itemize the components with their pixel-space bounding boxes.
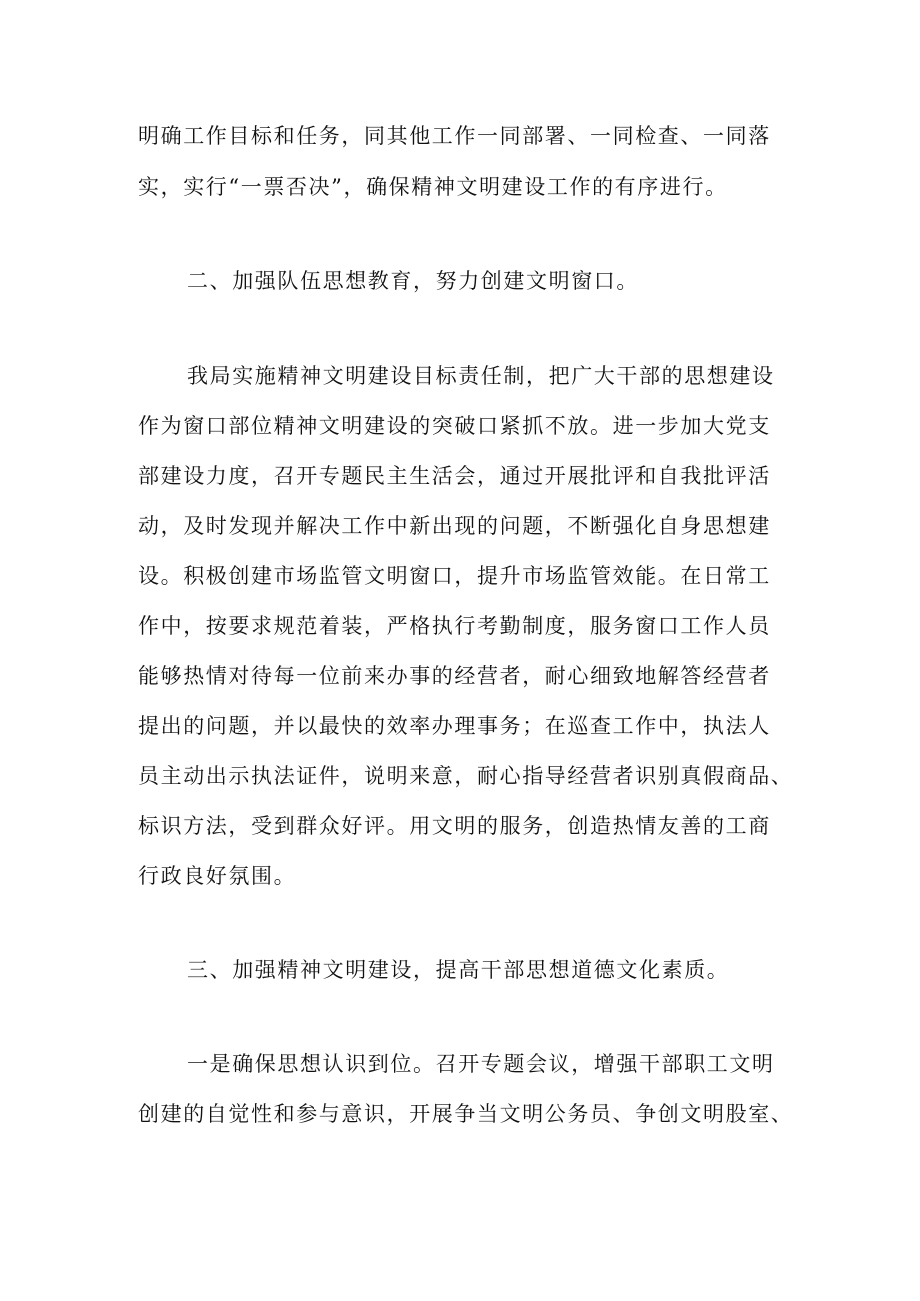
paragraph-line: 我局实施精神文明建设目标责任制，把广大干部的思想建设 — [187, 364, 775, 388]
paragraph-line: 创建的自觉性和参与意识，开展争当文明公务员、争创文明股室、 — [138, 1102, 794, 1126]
paragraph-line: 员主动出示执法证件，说明来意，耐心指导经营者识别真假商品、 — [138, 764, 794, 788]
paragraph-line: 部建设力度，召开专题民主生活会，通过开展批评和自我批评活 — [138, 464, 771, 488]
paragraph-line: 动，及时发现并解决工作中新出现的问题，不断强化自身思想建 — [138, 514, 771, 538]
paragraph-line: 一是确保思想认识到位。召开专题会议，增强干部职工文明 — [187, 1052, 775, 1076]
section-heading: 三、加强精神文明建设，提高干部思想道德文化素质。 — [187, 958, 730, 982]
paragraph-line: 行政良好氛围。 — [138, 864, 297, 888]
paragraph-line: 实，实行“一票否决”，确保精神文明建设工作的有序进行。 — [138, 175, 728, 199]
section-heading: 二、加强队伍思想教育，努力创建文明窗口。 — [187, 269, 639, 293]
paragraph-line: 标识方法，受到群众好评。用文明的服务，创造热情友善的工商 — [138, 814, 771, 838]
paragraph-line: 作中，按要求规范着装，严格执行考勤制度，服务窗口工作人员 — [138, 614, 771, 638]
paragraph-line: 能够热情对待每一位前来办事的经营者，耐心细致地解答经营者 — [138, 664, 771, 688]
paragraph-line: 明确工作目标和任务，同其他工作一同部署、一同检查、一同落 — [138, 124, 771, 148]
paragraph-line: 作为窗口部位精神文明建设的突破口紧抓不放。进一步加大党支 — [138, 414, 771, 438]
paragraph-line: 提出的问题，并以最快的效率办理事务；在巡查工作中，执法人 — [138, 714, 771, 738]
paragraph-line: 设。积极创建市场监管文明窗口，提升市场监管效能。在日常工 — [138, 564, 771, 588]
